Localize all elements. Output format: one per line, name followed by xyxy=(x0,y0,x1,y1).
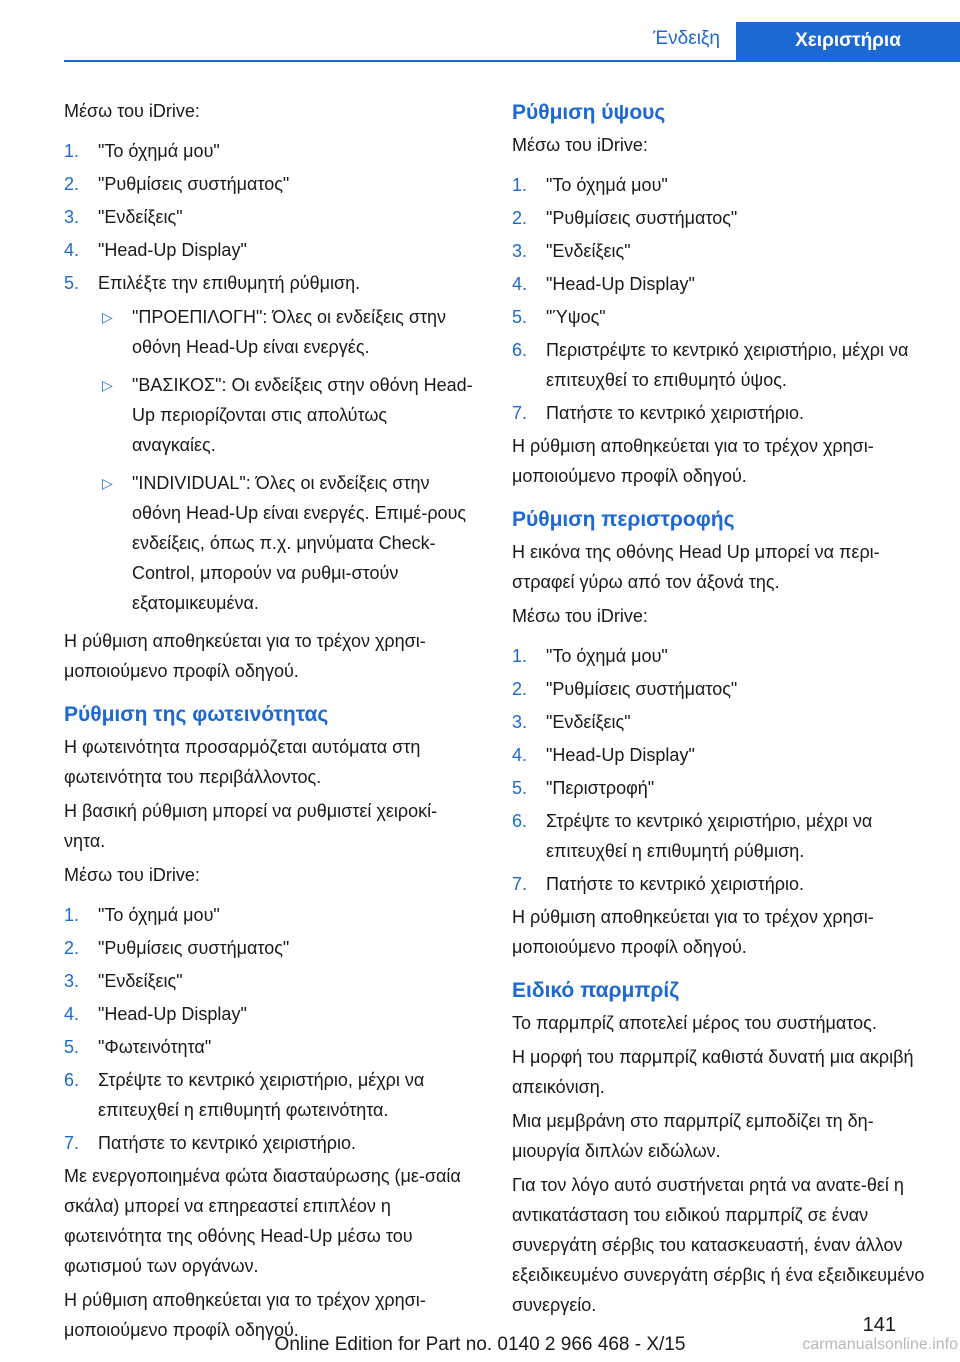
step-number: 5. xyxy=(512,778,528,798)
step-number: 6. xyxy=(512,340,528,360)
step-text: Στρέψτε το κεντρικό χειριστήριο, μέχρι να επιτευχθεί η επιθυμητή ρύθμιση. xyxy=(546,811,873,861)
step-text: "Head-Up Display" xyxy=(546,745,695,765)
list-item xyxy=(512,806,927,866)
profile-note: Η ρύθμιση αποθηκεύεται για το τρέχον χρησι-μοποιούμενο προφίλ οδηγού. xyxy=(512,907,874,957)
list-item xyxy=(64,169,474,199)
list-item xyxy=(512,302,927,332)
heading-brightness: Ρύθμιση της φωτεινότητας xyxy=(64,703,329,726)
step-number: 1. xyxy=(64,905,80,925)
step-number: 1. xyxy=(512,646,528,666)
step-number: 4. xyxy=(64,1004,80,1024)
rotation-paragraph: Η εικόνα της οθόνης Head Up μπορεί να περι-στραφεί γύρω από τον άξονά της. xyxy=(512,542,880,592)
step-number: 5. xyxy=(64,273,80,293)
page-footer xyxy=(0,1334,960,1356)
option-text: "ΠΡΟΕΠΙΛΟΓΗ": Όλες οι ενδείξεις στην οθόνη Head-Up είναι ενεργές. xyxy=(132,307,447,357)
step-number: 6. xyxy=(512,811,528,831)
list-item xyxy=(512,236,927,266)
list-item xyxy=(512,398,927,428)
display-settings-steps xyxy=(64,136,474,298)
list-item xyxy=(512,641,927,671)
list-item xyxy=(512,269,927,299)
step-text: "Ενδείξεις" xyxy=(98,971,183,991)
height-steps xyxy=(512,170,927,428)
brightness-paragraph: Η βασική ρύθμιση μπορεί να ρυθμιστεί χειροκί-νητα. xyxy=(64,801,438,851)
list-item xyxy=(64,966,474,996)
step-number: 2. xyxy=(64,174,80,194)
step-text: "Head-Up Display" xyxy=(546,274,695,294)
step-text: "Ρυθμίσεις συστήματος" xyxy=(98,174,290,194)
list-item xyxy=(98,370,474,460)
list-item xyxy=(64,933,474,963)
display-mode-options xyxy=(98,302,474,618)
step-text: Πατήστε το κεντρικό χειριστήριο. xyxy=(98,1133,356,1153)
step-text: "Head-Up Display" xyxy=(98,1004,247,1024)
step-text: Πατήστε το κεντρικό χειριστήριο. xyxy=(546,403,804,423)
step-number: 7. xyxy=(512,403,528,423)
step-text: "Ρυθμίσεις συστήματος" xyxy=(546,208,738,228)
profile-note: Η ρύθμιση αποθηκεύεται για το τρέχον χρησι-μοποιούμενο προφίλ οδηγού. xyxy=(64,1290,426,1340)
list-item xyxy=(512,674,927,704)
step-number: 6. xyxy=(64,1070,80,1090)
heading-height: Ρύθμιση ύψους xyxy=(512,101,666,124)
list-item xyxy=(64,900,474,930)
step-number: 5. xyxy=(512,307,528,327)
step-text: "Ενδείξεις" xyxy=(546,241,631,261)
header-rule xyxy=(64,60,960,62)
windshield-paragraph: Η μορφή του παρμπρίζ καθιστά δυνατή μια ακριβή απεικόνιση. xyxy=(512,1047,914,1097)
via-idrive-text: Μέσω του iDrive: xyxy=(64,101,200,121)
list-item xyxy=(512,707,927,737)
windshield-paragraph: Το παρμπρίζ αποτελεί μέρος του συστήματος. xyxy=(512,1013,877,1033)
list-item xyxy=(98,302,474,362)
list-item xyxy=(64,1032,474,1062)
step-number: 2. xyxy=(512,679,528,699)
watermark: carmanualsonline.info xyxy=(802,1336,958,1353)
page-number: 141 xyxy=(862,1314,896,1336)
triangle-bullet-icon: ▷ xyxy=(102,309,113,325)
triangle-bullet-icon: ▷ xyxy=(102,377,113,393)
step-text: "Ύψος" xyxy=(546,307,606,327)
list-item xyxy=(64,268,474,298)
heading-rotation: Ρύθμιση περιστροφής xyxy=(512,508,735,531)
step-text: "Το όχημά μου" xyxy=(546,175,668,195)
step-number: 3. xyxy=(64,207,80,227)
right-column xyxy=(512,96,927,1324)
list-item xyxy=(64,1128,474,1158)
step-text: "Head-Up Display" xyxy=(98,240,247,260)
step-text: "Το όχημά μου" xyxy=(98,141,220,161)
windshield-paragraph: Μια μεμβράνη στο παρμπρίζ εμποδίζει τη δη-μιουργία διπλών ειδώλων. xyxy=(512,1111,874,1161)
step-text: "Φωτεινότητα" xyxy=(98,1037,212,1057)
step-text: "Το όχημά μου" xyxy=(98,905,220,925)
step-number: 7. xyxy=(512,874,528,894)
step-text: "Ενδείξεις" xyxy=(546,712,631,732)
edition-text: Online Edition for Part no. 0140 2 966 468 - X/15 xyxy=(274,1334,686,1355)
option-text: "INDIVIDUAL": Όλες οι ενδείξεις στην οθόνη Head-Up είναι ενεργές. Επιμέ-ρους ενδείξεις, όπως π.χ. μηνύματα Check-Control, μπορούν να ρυθμι-στούν εξατομικευμένα. xyxy=(132,473,467,613)
brightness-paragraph: Η φωτεινότητα προσαρμόζεται αυτόματα στη φωτεινότητα του περιβάλλοντος. xyxy=(64,737,421,787)
list-item xyxy=(512,203,927,233)
chapter-tab[interactable]: Χειριστήρια xyxy=(736,22,960,60)
step-text: Επιλέξτε την επιθυμητή ρύθμιση. xyxy=(98,273,361,293)
step-number: 2. xyxy=(64,938,80,958)
step-number: 3. xyxy=(512,241,528,261)
step-number: 4. xyxy=(64,240,80,260)
list-item xyxy=(512,740,927,770)
step-text: "Το όχημά μου" xyxy=(546,646,668,666)
list-item xyxy=(98,468,474,618)
list-item xyxy=(512,869,927,899)
rotation-steps xyxy=(512,641,927,899)
step-number: 3. xyxy=(64,971,80,991)
step-number: 1. xyxy=(64,141,80,161)
step-number: 5. xyxy=(64,1037,80,1057)
option-text: "ΒΑΣΙΚΟΣ": Οι ενδείξεις στην οθόνη Head-Up περιορίζονται στις απολύτως αναγκαίες. xyxy=(132,375,473,455)
list-item xyxy=(512,335,927,395)
step-number: 4. xyxy=(512,274,528,294)
heading-windshield: Ειδικό παρμπρίζ xyxy=(512,979,679,1002)
step-text: "Περιστροφή" xyxy=(546,778,655,798)
step-number: 1. xyxy=(512,175,528,195)
step-text: Στρέψτε το κεντρικό χειριστήριο, μέχρι να επιτευχθεί η επιθυμητή φωτεινότητα. xyxy=(98,1070,425,1120)
list-item xyxy=(64,136,474,166)
via-idrive-text: Μέσω του iDrive: xyxy=(64,865,200,885)
via-idrive-text: Μέσω του iDrive: xyxy=(512,135,648,155)
page-header xyxy=(0,22,960,62)
step-number: 7. xyxy=(64,1133,80,1153)
left-column xyxy=(64,96,474,1349)
step-number: 2. xyxy=(512,208,528,228)
step-text: Περιστρέψτε το κεντρικό χειριστήριο, μέχρι να επιτευχθεί το επιθυμητό ύψος. xyxy=(546,340,909,390)
section-tab[interactable]: Ένδειξη xyxy=(653,28,720,49)
list-item xyxy=(64,235,474,265)
step-text: "Ρυθμίσεις συστήματος" xyxy=(98,938,290,958)
list-item xyxy=(64,1065,474,1125)
profile-note: Η ρύθμιση αποθηκεύεται για το τρέχον χρησι-μοποιούμενο προφίλ οδηγού. xyxy=(512,436,874,486)
profile-note: Η ρύθμιση αποθηκεύεται για το τρέχον χρησι-μοποιούμενο προφίλ οδηγού. xyxy=(64,631,426,681)
step-number: 3. xyxy=(512,712,528,732)
triangle-bullet-icon: ▷ xyxy=(102,475,113,491)
list-item xyxy=(64,202,474,232)
dimmer-paragraph: Με ενεργοποιημένα φώτα διασταύρωσης (με-σαία σκάλα) μπορεί να επηρεαστεί επιπλέον η φωτεινότητα της οθόνης Head-Up μέσω του φωτισμού των οργάνων. xyxy=(64,1166,461,1276)
brightness-steps xyxy=(64,900,474,1158)
step-text: "Ενδείξεις" xyxy=(98,207,183,227)
step-text: "Ρυθμίσεις συστήματος" xyxy=(546,679,738,699)
step-text: Πατήστε το κεντρικό χειριστήριο. xyxy=(546,874,804,894)
list-item xyxy=(512,170,927,200)
via-idrive-text: Μέσω του iDrive: xyxy=(512,606,648,626)
list-item xyxy=(512,773,927,803)
step-number: 4. xyxy=(512,745,528,765)
list-item xyxy=(64,999,474,1029)
windshield-paragraph: Για τον λόγο αυτό συστήνεται ρητά να ανατε-θεί η αντικατάσταση του ειδικού παρμπρίζ σε έναν συνεργάτη σέρβις του κατασκευαστή, έναν άλλον εξειδικευμένο συνεργάτη σέρβις ή ένα εξειδικευμένο συνεργείο. xyxy=(512,1175,925,1315)
